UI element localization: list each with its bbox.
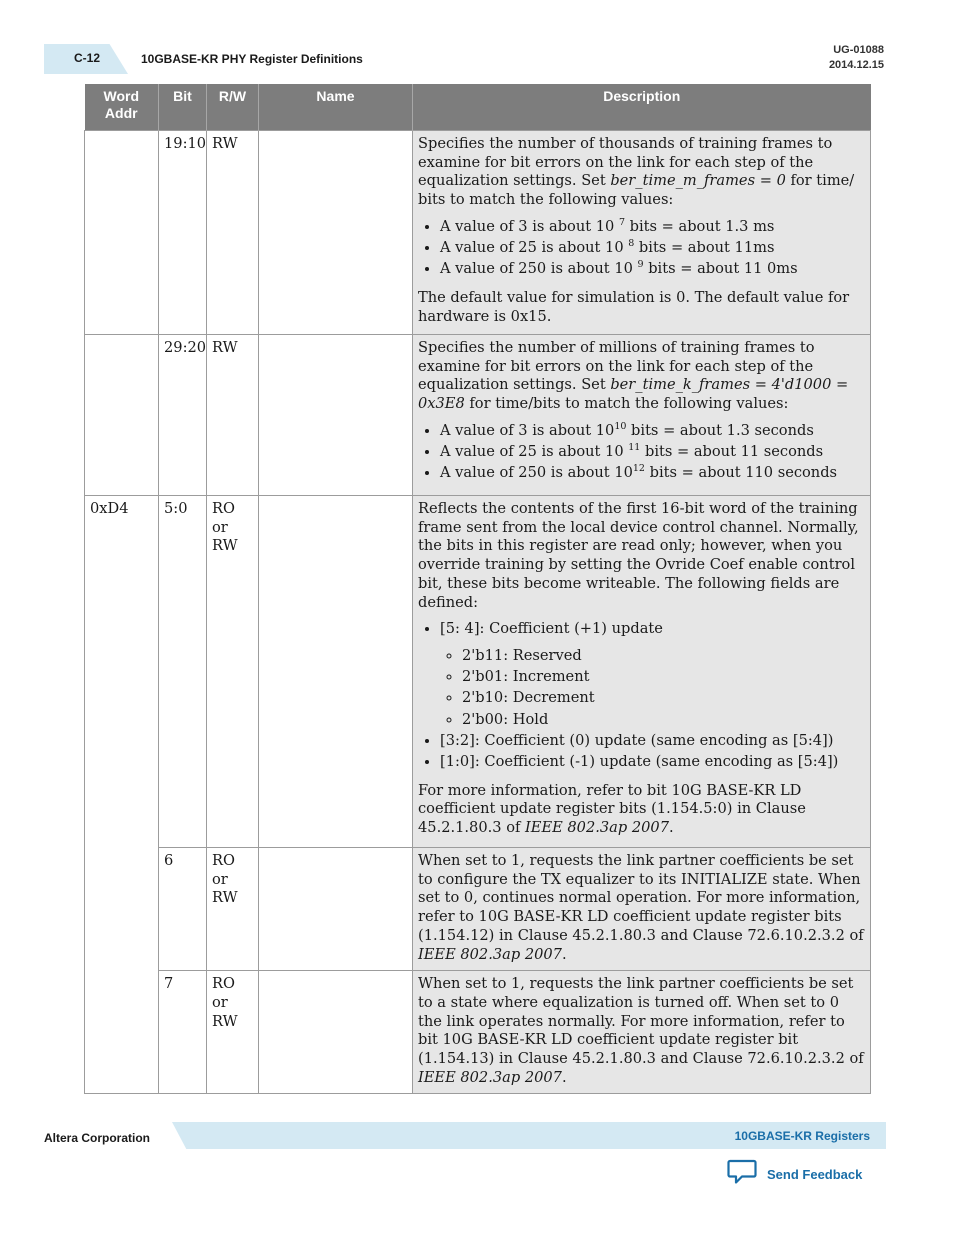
register-table — [84, 84, 871, 1094]
col-word-addr: Word Addr — [85, 84, 159, 131]
bit-cell: 7 — [159, 971, 207, 1094]
bit-cell: 19:10 — [159, 131, 207, 335]
description-paragraph: Specifies the number of thousands of training frames to examine for bit errors on the link for each step of the equalization settings. Set ber_time_m_frames = 0 for time/ bits to match the following values: — [418, 135, 855, 209]
page-number: C-12 — [74, 51, 101, 65]
speech-bubble-icon — [727, 1159, 757, 1190]
list-item: • A value of 250 is about 10 $^9$ bits = about 11 0ms — [440, 260, 865, 279]
table-row — [85, 848, 871, 971]
value-list — [418, 422, 865, 483]
list-item: • A value of 3 is about $10^{10}$ bits = about 1.3 seconds — [440, 422, 865, 441]
list-item: ◦ 2'b01: Increment — [462, 668, 865, 687]
col-description: Description — [413, 84, 871, 131]
send-feedback-button[interactable] — [727, 1159, 862, 1190]
description-cell — [413, 335, 871, 496]
rw-cell: RO or RW — [207, 496, 259, 848]
list-item: • [3:2]: Coefficient (0) update (same encoding as [5:4]) — [440, 732, 865, 751]
table-row — [85, 496, 871, 848]
name-cell — [259, 131, 413, 335]
list-item: • A value of 3 is about 10 $^7$ bits = about 1.3 ms — [440, 218, 865, 237]
encoding-list — [440, 647, 865, 729]
send-feedback-label: Send Feedback — [767, 1167, 863, 1182]
word-addr-cell: 0xD4 — [85, 496, 159, 1094]
list-item: • [5: 4]: Coefficient (+1) update ◦ 2'b11: Reserved ◦ 2'b01: Increment ◦ 2'b10: Decrement ◦ 2'b00: Hold — [440, 620, 865, 729]
name-cell — [259, 335, 413, 496]
table-row — [85, 335, 871, 496]
table-row — [85, 131, 871, 335]
col-rw: R/W — [207, 84, 259, 131]
bit-cell: 5:0 — [159, 496, 207, 848]
list-item: ◦ 2'b00: Hold — [462, 711, 865, 730]
description-paragraph: When set to 1, requests the link partner coefficients be set to configure the TX equalizer to its INITIALIZE state. When set to 0, continues normal operation. For more information, refer to 10G BASE-KR LD coefficient update register bits (1.154.12) in Clause 45.2.1.80.3 and Clause 72.6.10.2.3.2 of IEEE 802.3ap 2007. — [418, 852, 864, 963]
doc-info — [829, 43, 884, 73]
description-paragraph: When set to 1, requests the link partner coefficients be set to a state where equalization is turned off. When set to 0 the link operates normally. For more information, refer to bit 10G BASE-KR LD coefficient update register bit (1.154.13) in Clause 45.2.1.80.3 and Clause 72.6.10.2.3.2 of IEEE 802.3ap 2007. — [418, 975, 864, 1086]
section-link[interactable]: 10GBASE-KR Registers — [734, 1129, 870, 1143]
list-item: • [1:0]: Coefficient (-1) update (same encoding as [5:4]) — [440, 753, 865, 772]
name-cell — [259, 496, 413, 848]
bit-cell: 29:20 — [159, 335, 207, 496]
description-paragraph: For more information, refer to bit 10G BASE-KR LD coefficient update register bits (1.154.5:0) in Clause 45.2.1.80.3 of IEEE 802.3ap 2007. — [418, 781, 806, 837]
name-cell — [259, 971, 413, 1094]
doc-id: UG-01088 — [833, 44, 884, 56]
description-cell — [413, 848, 871, 971]
description-paragraph: Specifies the number of millions of training frames to examine for bit errors on the link for each step of the equalization settings. Set ber_time_k_frames = 4'd1000 = 0x3E8 for time/bits to match the following values: — [418, 339, 849, 413]
name-cell — [259, 848, 413, 971]
rw-cell: RW — [207, 131, 259, 335]
description-paragraph: Reflects the contents of the first 16-bit word of the training frame sent from the local device control channel. Normally, the bits in this register are read only; however, when you override training by setting the Ovride Coef enable control bit, these bits become writeable. The following fields are defined: — [418, 500, 859, 611]
list-item: • A value of 250 is about $10^{12}$ bits = about 110 seconds — [440, 464, 865, 483]
doc-date: 2014.12.15 — [828, 59, 884, 71]
value-list — [418, 218, 865, 279]
list-item: • A value of 25 is about 10 $^8$ bits = about 11ms — [440, 239, 865, 258]
col-name: Name — [259, 84, 413, 131]
table-row — [85, 971, 871, 1094]
rw-cell: RO or RW — [207, 848, 259, 971]
rw-cell: RW — [207, 335, 259, 496]
bit-cell: 6 — [159, 848, 207, 971]
description-cell — [413, 496, 871, 848]
company-name: Altera Corporation — [44, 1131, 151, 1145]
description-cell — [413, 131, 871, 335]
description-cell — [413, 971, 871, 1094]
table-header-row — [85, 84, 871, 131]
field-list — [418, 620, 865, 771]
rw-cell: RO or RW — [207, 971, 259, 1094]
list-item: • A value of 25 is about 10 $^{11}$ bits = about 11 seconds — [440, 443, 865, 462]
description-paragraph: The default value for simulation is 0. The default value for hardware is 0x15. — [418, 288, 850, 325]
col-bit: Bit — [159, 84, 207, 131]
chapter-title: 10GBASE-KR PHY Register Definitions — [141, 52, 363, 66]
list-item: ◦ 2'b10: Decrement — [462, 689, 865, 708]
word-addr-cell — [85, 335, 159, 496]
word-addr-cell — [85, 131, 159, 335]
list-item: ◦ 2'b11: Reserved — [462, 647, 865, 666]
